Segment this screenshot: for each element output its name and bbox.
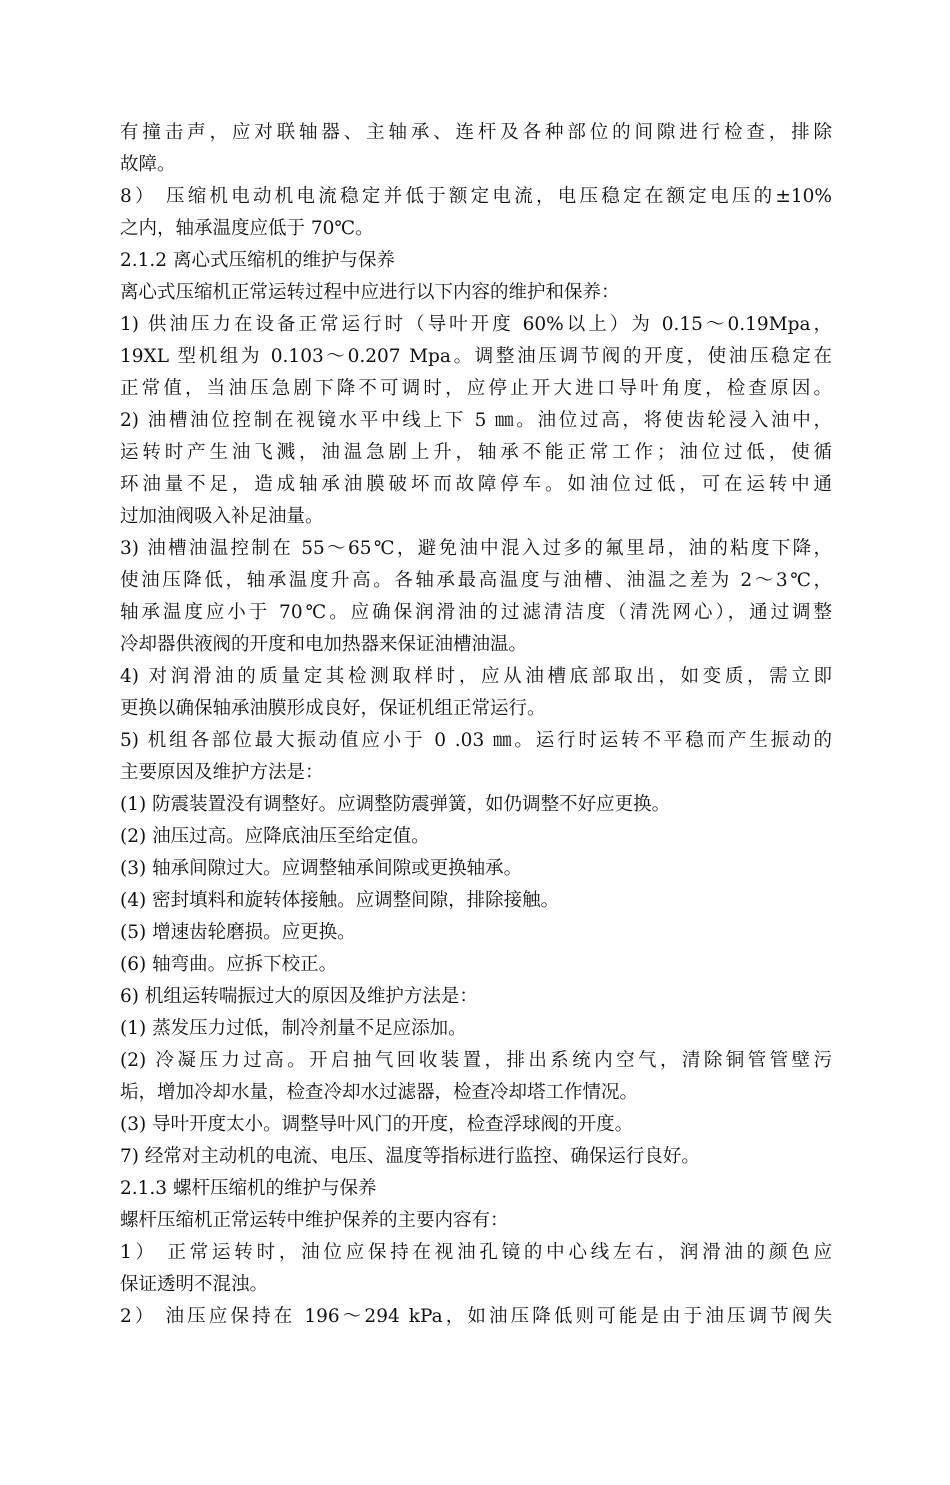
text-line: 2） 油压应保持在 196～294 kPa，如油压降低则可能是由于油压调节阀失 — [120, 1306, 832, 1327]
text-line: 垢，增加冷却水量，检查冷却水过滤器，检查冷却塔工作情况。 — [120, 1082, 639, 1103]
text-line: 4) 对润滑油的质量定其检测取样时，应从油槽底部取出，如变质，需立即 — [120, 666, 832, 687]
text-line: 更换以确保轴承油膜形成良好，保证机组正常运行。 — [120, 698, 546, 719]
text-line: (1) 防震装置没有调整好。应调整防震弹簧，如仍调整不好应更换。 — [120, 794, 671, 815]
text-line: 运转时产生油飞溅，油温急剧上升，轴承不能正常工作；油位过低，使循 — [120, 442, 832, 463]
text-line: 使油压降低，轴承温度升高。各轴承最高温度与油槽、油温之差为 2～3℃， — [120, 570, 832, 591]
text-line: 5) 机组各部位最大振动值应小于 0 .03 ㎜。运行时运转不平稳而产生振动的 — [120, 730, 832, 751]
text-line: (2) 冷凝压力过高。开启抽气回收装置，排出系统内空气，清除铜管管壁污 — [120, 1050, 832, 1071]
text-line: (2) 油压过高。应降底油压至给定值。 — [120, 826, 430, 847]
text-line: 正常值，当油压急剧下降不可调时，应停止开大进口导叶角度，检查原因。 — [120, 378, 832, 399]
text-line: (6) 轴弯曲。应拆下校正。 — [120, 954, 338, 975]
text-line: 19XL 型机组为 0.103～0.207 Mpa。调整油压调节阀的开度，使油压稳定在 — [120, 346, 832, 367]
text-line: 有撞击声，应对联轴器、主轴承、连杆及各种部位的间隙进行检查，排除 — [120, 122, 832, 143]
text-line: (3) 导叶开度太小。调整导叶风门的开度，检查浮球阀的开度。 — [120, 1114, 634, 1135]
text-line: 离心式压缩机正常运转过程中应进行以下内容的维护和保养： — [120, 282, 620, 303]
text-line: 环油量不足，造成轴承油膜破坏而故障停车。如油位过低，可在运转中通 — [120, 474, 832, 495]
text-line: 2.1.3 螺杆压缩机的维护与保养 — [120, 1178, 377, 1199]
text-line: 主要原因及维护方法是： — [120, 762, 324, 783]
text-line: (4) 密封填料和旋转体接触。应调整间隙，排除接触。 — [120, 890, 560, 911]
text-line: (1) 蒸发压力过低，制冷剂量不足应添加。 — [120, 1018, 467, 1039]
text-line: 螺杆压缩机正常运转中维护保养的主要内容有： — [120, 1210, 509, 1231]
document-body — [120, 117, 832, 1333]
text-line: 8） 压缩机电动机电流稳定并低于额定电流，电压稳定在额定电压的±10% — [120, 186, 832, 207]
text-line: 7) 经常对主动机的电流、电压、温度等指标进行监控、确保运行良好。 — [120, 1146, 700, 1167]
text-line: 故障。 — [120, 154, 176, 175]
text-line: 2) 油槽油位控制在视镜水平中线上下 5 ㎜。油位过高，将使齿轮浸入油中， — [120, 410, 832, 431]
text-line: 1) 供油压力在设备正常运行时（导叶开度 60%以上）为 0.15～0.19Mpa， — [120, 314, 832, 335]
text-line: 之内，轴承温度应低于 70℃。 — [120, 218, 374, 239]
text-line: 保证透明不混浊。 — [120, 1274, 269, 1295]
text-line: 1） 正常运转时，油位应保持在视油孔镜的中心线左右，润滑油的颜色应 — [120, 1242, 832, 1263]
text-line: 2.1.2 离心式压缩机的维护与保养 — [120, 250, 395, 271]
text-line: 轴承温度应小于 70℃。应确保润滑油的过滤清洁度（清洗网心），通过调整 — [120, 602, 832, 623]
text-line: (5) 增速齿轮磨损。应更换。 — [120, 922, 356, 943]
text-line: 6) 机组运转喘振过大的原因及维护方法是： — [120, 986, 478, 1007]
text-line: 冷却器供液阀的开度和电加热器来保证油槽油温。 — [120, 634, 528, 655]
text-line: (3) 轴承间隙过大。应调整轴承间隙或更换轴承。 — [120, 858, 523, 879]
text-line: 3) 油槽油温控制在 55～65℃，避免油中混入过多的氟里昂，油的粘度下降， — [120, 538, 832, 559]
text-line: 过加油阀吸入补足油量。 — [120, 506, 324, 527]
